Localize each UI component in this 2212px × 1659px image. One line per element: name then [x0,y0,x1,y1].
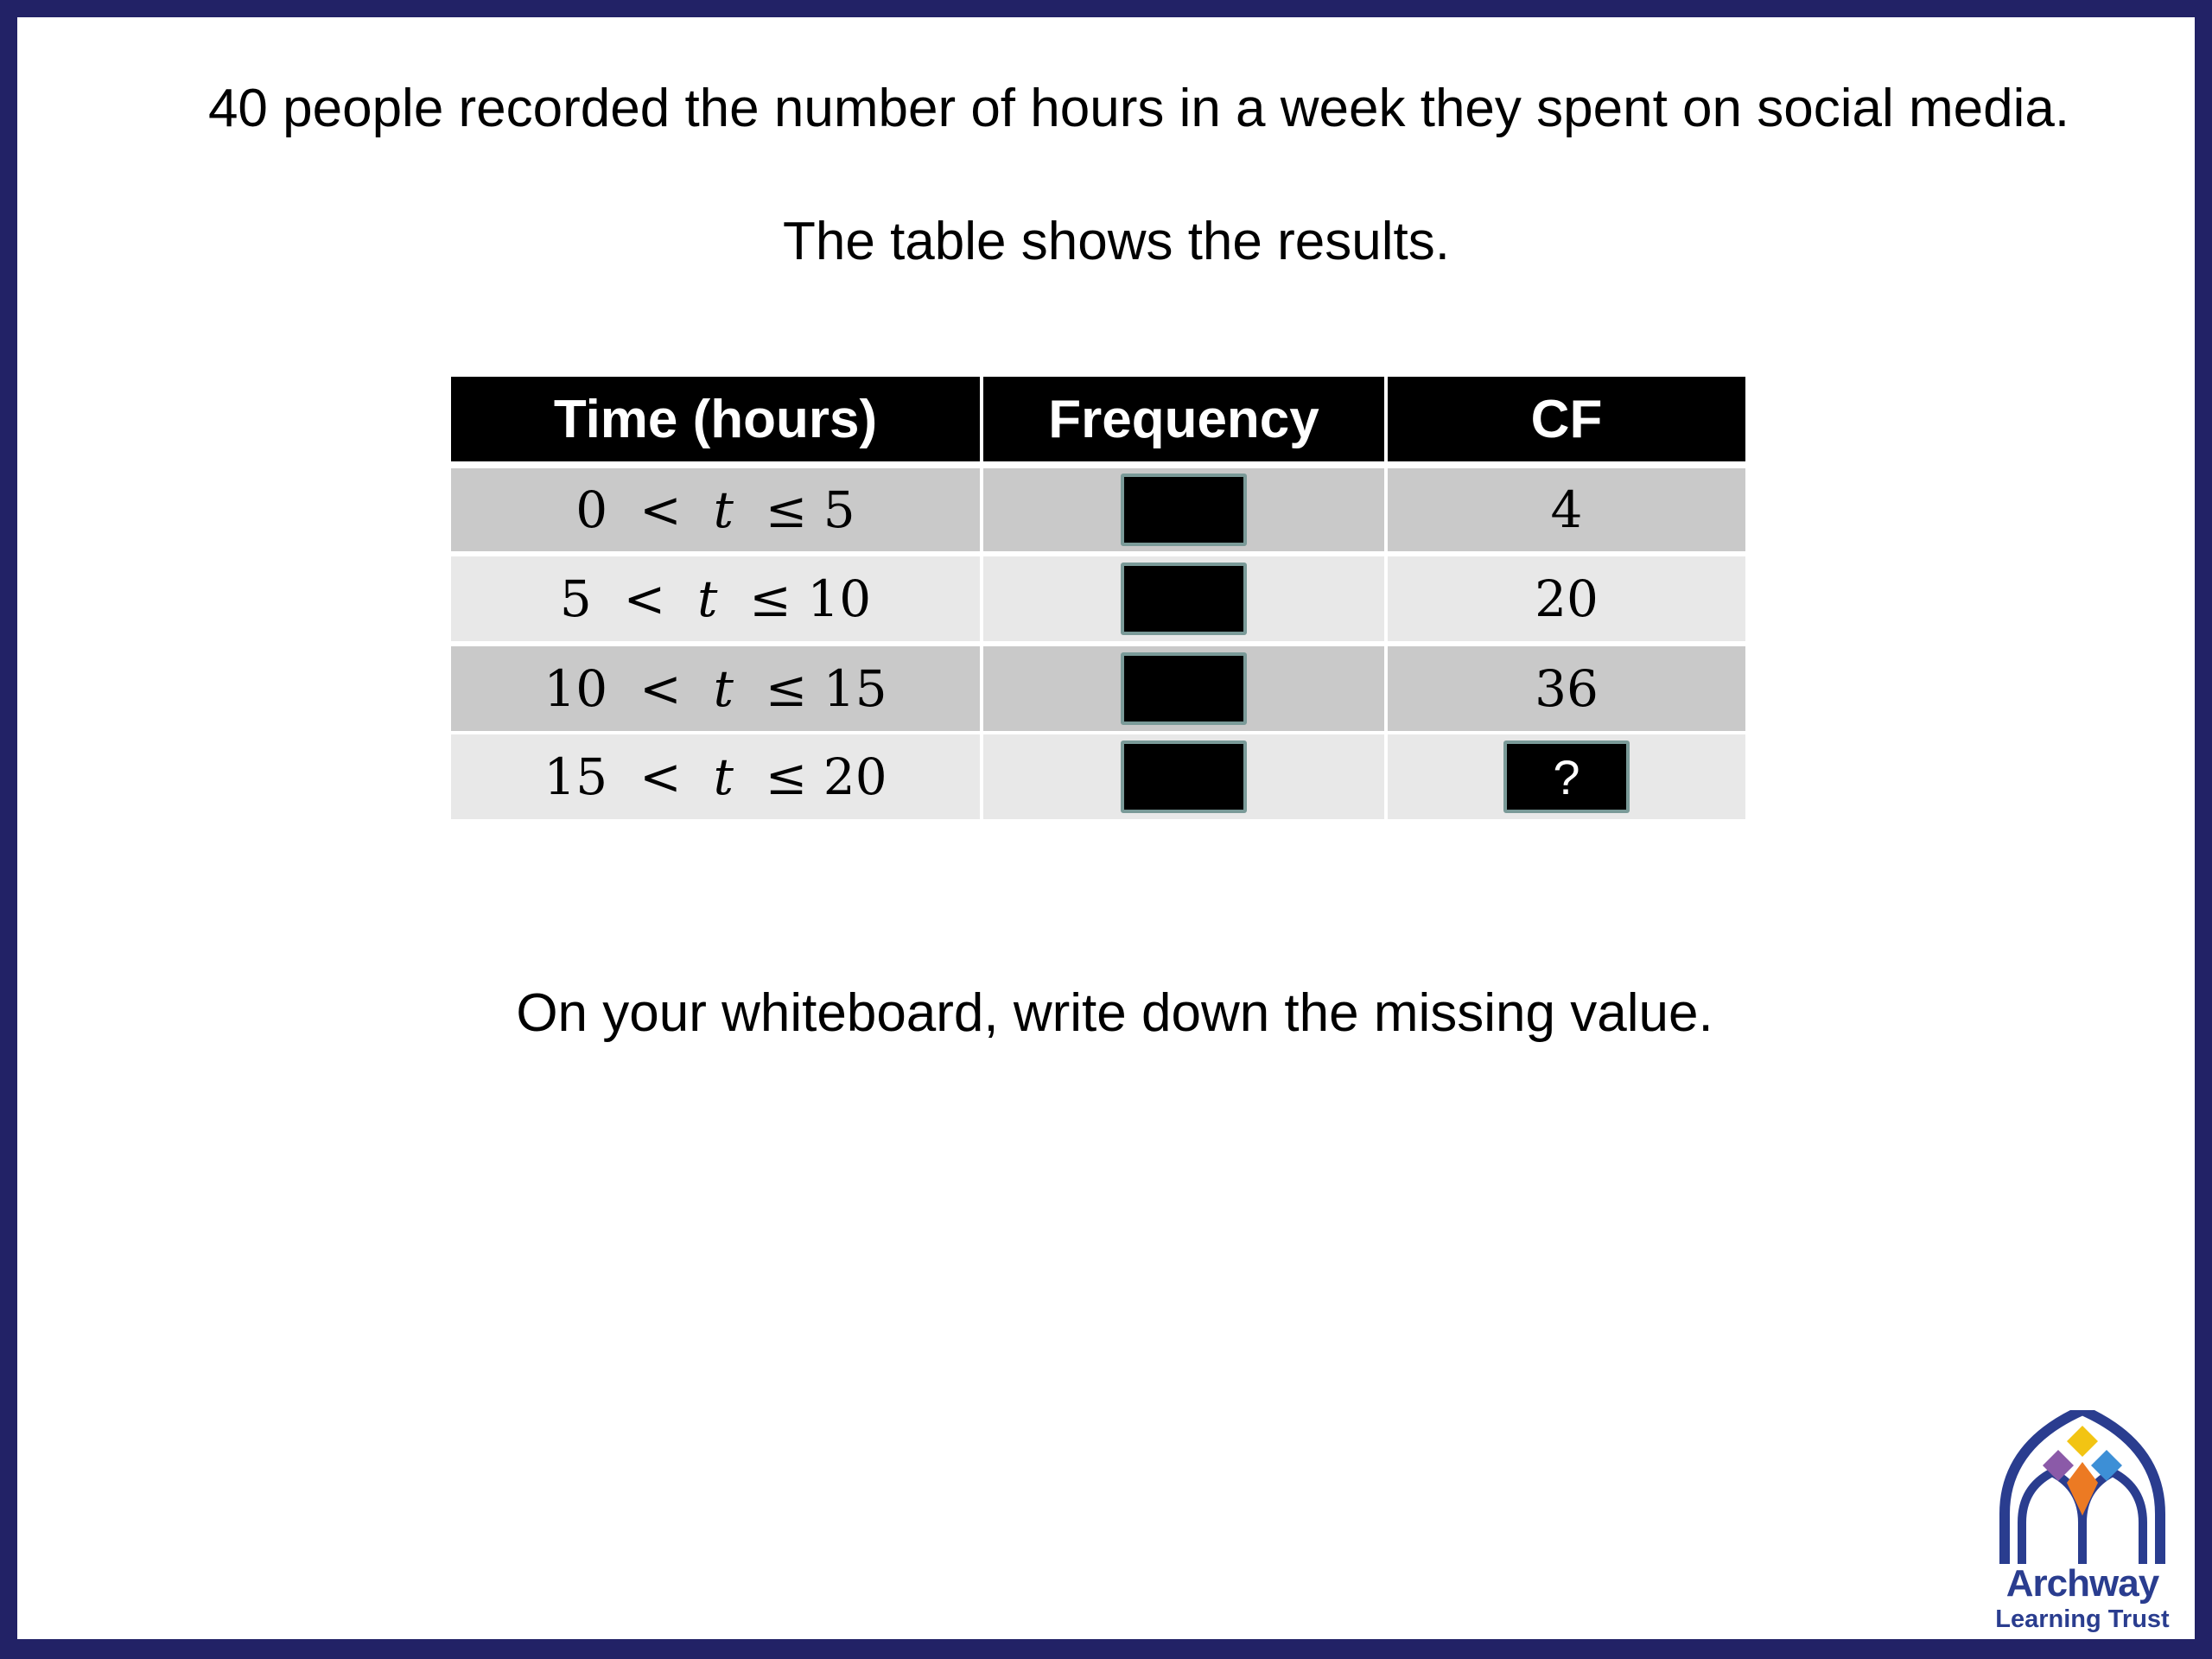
table-row-4-interval [451,734,980,819]
logo-name: Archway [2005,1562,2159,1605]
interval-upper: 20 [823,747,887,806]
interval-expression [543,747,887,806]
table-row-1-frequency [983,468,1384,551]
archway-logo [1987,1410,2177,1643]
less-equal-sign: ≤ [765,659,808,718]
less-equal-sign: ≤ [765,480,808,539]
frequency-table [451,377,1745,840]
table-row-1-interval [451,468,980,551]
interval-lower: 15 [543,747,608,806]
interval-upper: 5 [823,480,855,539]
interval-variable: t [697,569,718,628]
hidden-frequency-box [1121,563,1247,635]
table-row-3-interval [451,646,980,731]
slide [17,17,2195,1639]
interval-expression [560,569,871,628]
hidden-frequency-box [1121,741,1247,813]
hidden-frequency-box [1121,474,1247,546]
interval-lower: 0 [575,480,608,539]
archway-arch-icon [1987,1410,2177,1566]
less-than-sign: < [639,747,682,806]
table-row-2-interval [451,556,980,641]
interval-upper: 10 [807,569,872,628]
hidden-frequency-box [1121,652,1247,725]
header-cf: CF [1388,377,1745,461]
less-equal-sign: ≤ [749,569,791,628]
table-row-3-frequency [983,646,1384,731]
table-row-2-cf [1388,556,1745,641]
interval-expression [543,659,887,718]
less-than-sign: < [623,569,666,628]
header-time: Time (hours) [451,377,980,461]
cf-value: 4 [1550,480,1583,539]
table-row-4-cf [1388,734,1745,819]
interval-variable: t [713,480,734,539]
logo-subtitle: Learning Trust [1995,1605,2170,1633]
interval-variable: t [713,659,734,718]
interval-lower: 10 [543,659,608,718]
less-than-sign: < [639,480,682,539]
missing-value-box: ? [1503,741,1630,813]
interval-variable: t [713,747,734,806]
instruction-text: On your whiteboard, write down the missing value. [516,983,1713,1043]
table-row-3-cf [1388,646,1745,731]
cf-value: 36 [1535,659,1599,718]
header-frequency: Frequency [983,377,1384,461]
interval-lower: 5 [559,569,592,628]
less-than-sign: < [639,659,682,718]
cf-value: 20 [1535,569,1599,628]
interval-expression [575,480,855,539]
table-row-4-frequency [983,734,1384,819]
table-intro: The table shows the results. [783,212,1450,271]
interval-upper: 15 [823,659,887,718]
table-row-2-frequency [983,556,1384,641]
table-row-1-cf [1388,468,1745,551]
less-equal-sign: ≤ [765,747,808,806]
question-intro: 40 people recorded the number of hours in a week they spent on social media. [207,79,2070,138]
